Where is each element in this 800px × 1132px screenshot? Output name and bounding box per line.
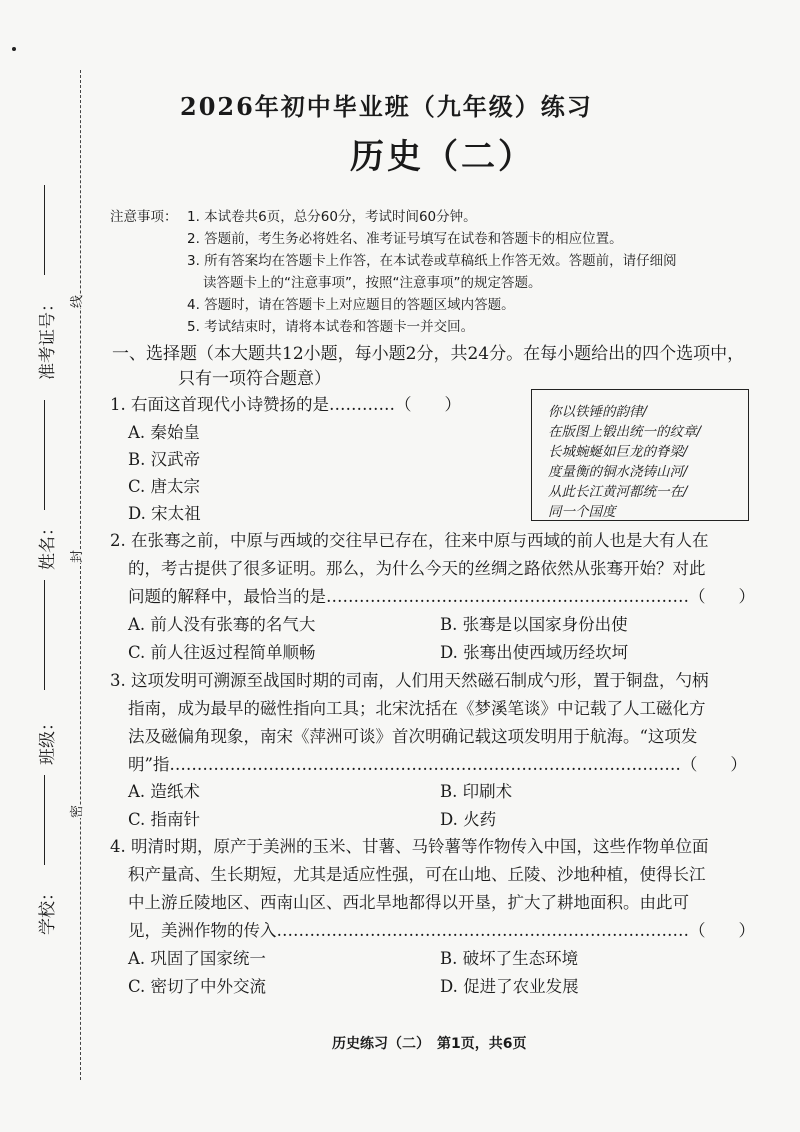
q1-option-d: D. 宋太祖 xyxy=(128,504,201,523)
question-2-line: 问题的解释中，最恰当的是…………………………………………………………（ ） xyxy=(128,587,755,606)
class-write-line xyxy=(44,580,45,690)
q4-option-d: D. 促进了农业发展 xyxy=(440,977,579,996)
admission-label: 准考证号： xyxy=(38,295,58,380)
q3-option-c: C. 指南针 xyxy=(128,810,201,829)
q1-option-c: C. 唐太宗 xyxy=(128,477,201,496)
seal-char-line: 线 xyxy=(64,295,87,308)
note-item: 5. 考试结束时，请将本试卷和答题卡一并交回。 xyxy=(187,319,475,335)
q4-option-a: A. 巩固了国家统一 xyxy=(128,949,266,968)
question-2-line: 的，考古提供了很多证明。那么，为什么今天的丝绸之路依然从张骞开始？对此 xyxy=(128,559,706,578)
poem-line: 同一个国度 xyxy=(548,504,616,520)
q1-option-b: B. 汉武帝 xyxy=(128,450,201,469)
speck xyxy=(12,47,16,51)
question-2-line: 2. 在张骞之前，中原与西域的交往早已存在，往来中原与西域的前人也是大有人在 xyxy=(110,531,709,550)
binding-line xyxy=(80,70,81,1080)
poem-line: 你以铁锤的韵律/ xyxy=(548,404,648,420)
q3-option-d: D. 火药 xyxy=(440,810,497,829)
note-item: 2. 答题前，考生务必将姓名、准考证号填写在试卷和答题卡的相应位置。 xyxy=(187,231,623,247)
q3-option-b: B. 印刷术 xyxy=(440,782,513,801)
question-3-line: 3. 这项发明可溯源至战国时期的司南，人们用天然磁石制成勺形，置于铜盘，勺柄 xyxy=(110,671,709,690)
question-3-line: 指南，成为最早的磁性指向工具；北宋沈括在《梦溪笔谈》中记载了人工磁化方 xyxy=(128,699,706,718)
question-3-line: 明”指…………………………………………………………………………………（ ） xyxy=(128,755,747,774)
question-4-line: 中上游丘陵地区、西南山区、西北旱地都得以开垦，扩大了耕地面积。由此可 xyxy=(128,893,689,912)
poem-line: 度量衡的铜水浇铸山河/ xyxy=(548,464,688,480)
subject-title: 历史（二） xyxy=(350,137,535,177)
q3-option-a: A. 造纸术 xyxy=(128,782,200,801)
name-label: 姓名： xyxy=(38,519,58,570)
name-write-line xyxy=(44,400,45,510)
note-item: 4. 答题时，请在答题卡上对应题目的答题区域内答题。 xyxy=(187,297,515,313)
question-4-line: 积产量高、生长期短，尤其是适应性强，可在山地、丘陵、沙地种植，使得长江 xyxy=(128,865,706,884)
question-3-line: 法及磁偏角现象，南宋《萍洲可谈》首次明确记载这项发明用于航海。“这项发 xyxy=(128,727,698,746)
seal-char-seal: 封 xyxy=(64,550,87,563)
note-item: 1. 本试卷共6页，总分60分，考试时间60分钟。 xyxy=(187,209,477,225)
section-heading: 一、选择题（本大题共12小题，每小题2分，共24分。在每小题给出的四个选项中， xyxy=(112,344,745,364)
q2-option-c: C. 前人往返过程简单顺畅 xyxy=(128,643,316,662)
poem-line: 从此长江黄河都统一在/ xyxy=(548,484,688,500)
q4-option-b: B. 破坏了生态环境 xyxy=(440,949,579,968)
class-label: 班级： xyxy=(38,714,58,765)
note-item: 读答题卡上的“注意事项”，按照“注意事项”的规定答题。 xyxy=(203,275,542,291)
q2-option-d: D. 张骞出使西域历经坎坷 xyxy=(440,643,629,662)
section-heading-cont: 只有一项符合题意） xyxy=(178,369,331,389)
poem-line: 长城蜿蜒如巨龙的脊梁/ xyxy=(548,444,688,460)
seal-char-secret: 密 xyxy=(64,805,87,818)
note-item: 3. 所有答案均在答题卡上作答，在本试卷或草稿纸上作答无效。答题前，请仔细阅 xyxy=(187,253,677,269)
q4-option-c: C. 密切了中外交流 xyxy=(128,977,267,996)
q1-option-a: A. 秦始皇 xyxy=(128,423,200,442)
question-4-line: 见，美洲作物的传入…………………………………………………………………（ ） xyxy=(128,921,755,940)
notes-label: 注意事项： xyxy=(110,209,178,225)
school-write-line xyxy=(44,775,45,865)
admission-write-line xyxy=(44,185,45,275)
poem-line: 在版图上锻出统一的纹章/ xyxy=(548,424,702,440)
q2-option-b: B. 张骞是以国家身份出使 xyxy=(440,615,628,634)
q2-option-a: A. 前人没有张骞的名气大 xyxy=(128,615,316,634)
school-label: 学校： xyxy=(38,884,58,935)
exam-title: 2026年初中毕业班（九年级）练习 xyxy=(180,92,593,121)
question-4-line: 4. 明清时期，原产于美洲的玉米、甘薯、马铃薯等作物传入中国，这些作物单位面 xyxy=(110,837,709,856)
page-footer: 历史练习（二） 第1页，共6页 xyxy=(332,1036,527,1052)
question-1-stem: 1. 右面这首现代小诗赞扬的是…………（ ） xyxy=(110,395,461,414)
